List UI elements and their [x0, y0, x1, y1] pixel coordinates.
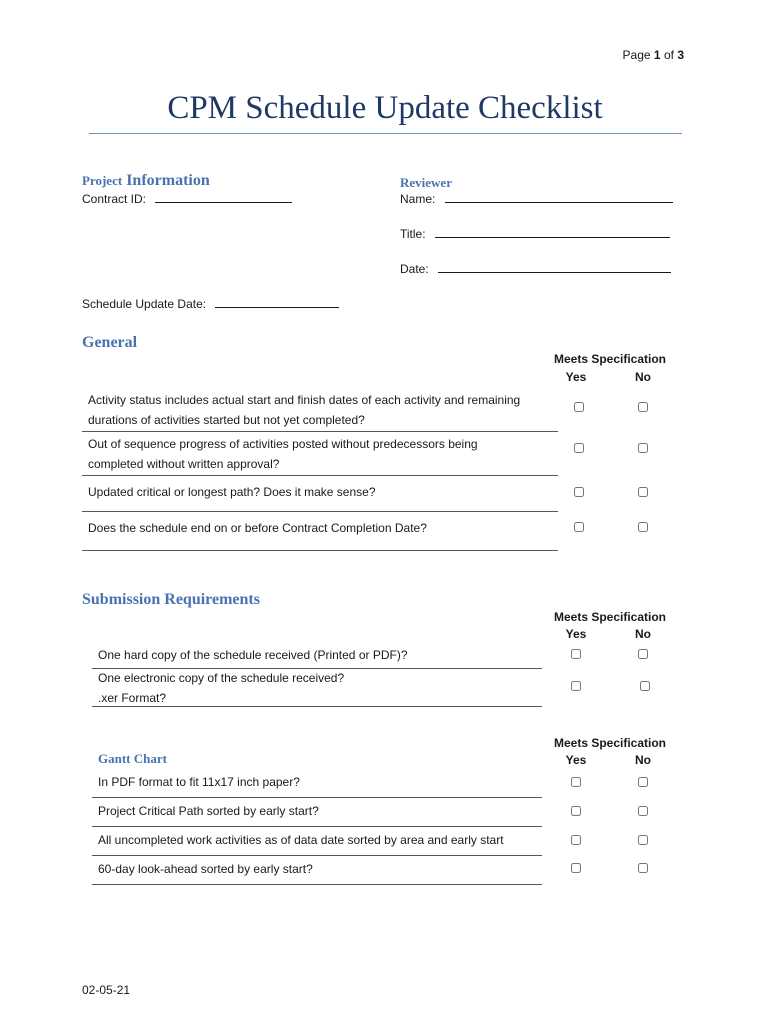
- submission-meets-spec-header: Meets Specification: [553, 610, 667, 624]
- general-item-3: Updated critical or longest path? Does it make sense?: [88, 485, 376, 499]
- document-title: CPM Schedule Update Checklist: [167, 90, 603, 126]
- contract-id-label: Contract ID:: [82, 192, 147, 206]
- gantt-row-divider: [92, 884, 542, 885]
- schedule-update-date-label: Schedule Update Date:: [82, 297, 207, 311]
- reviewer-heading: Reviewer: [400, 175, 452, 190]
- gantt-item-4-yes-checkbox[interactable]: [571, 863, 581, 873]
- general-item-3-no-checkbox[interactable]: [638, 487, 648, 497]
- reviewer-name-field: [400, 192, 673, 206]
- submission-item-1-yes-checkbox[interactable]: [571, 649, 581, 659]
- general-heading: General: [82, 334, 138, 351]
- general-row-divider: [82, 431, 558, 432]
- general-item-2-line1: Out of sequence progress of activities posted without predecessors being: [88, 437, 478, 451]
- page-number: [623, 48, 684, 62]
- gantt-item-3: All uncompleted work activities as of data date sorted by area and early start: [98, 833, 504, 847]
- gantt-item-1-no-checkbox[interactable]: [638, 777, 648, 787]
- reviewer-name-input[interactable]: [445, 192, 673, 203]
- page-of-label: of: [663, 48, 674, 62]
- general-row-divider: [82, 475, 558, 476]
- reviewer-date-field: [400, 262, 671, 276]
- reviewer-date-label: Date:: [400, 262, 429, 276]
- page-current: 1: [653, 48, 661, 62]
- general-item-1-line1: Activity status includes actual start and finish dates of each activity and remaining: [88, 393, 521, 407]
- schedule-update-date-input[interactable]: [215, 297, 339, 308]
- project-information-heading: [82, 172, 210, 190]
- page-total: 3: [677, 48, 684, 62]
- general-item-1-yes-checkbox[interactable]: [574, 402, 584, 412]
- submission-row-divider: [92, 706, 542, 707]
- gantt-yes-header: Yes: [565, 753, 587, 767]
- gantt-item-1: In PDF format to fit 11x17 inch paper?: [98, 775, 300, 789]
- reviewer-name-label: Name:: [400, 192, 436, 206]
- reviewer-title-input[interactable]: [435, 227, 670, 238]
- reviewer-date-input[interactable]: [438, 262, 671, 273]
- general-item-3-yes-checkbox[interactable]: [574, 487, 584, 497]
- project-heading-small: Project: [82, 173, 123, 188]
- submission-item-2-line2: .xer Format?: [98, 691, 167, 705]
- submission-item-2-line1: One electronic copy of the schedule received?: [98, 671, 345, 685]
- general-item-1-no-checkbox[interactable]: [638, 402, 648, 412]
- reviewer-title-label: Title:: [400, 227, 426, 241]
- general-item-4: Does the schedule end on or before Contract Completion Date?: [88, 521, 427, 535]
- gantt-item-3-yes-checkbox[interactable]: [571, 835, 581, 845]
- gantt-item-2: Project Critical Path sorted by early start?: [98, 804, 319, 818]
- general-no-header: No: [635, 370, 651, 384]
- gantt-item-4: 60-day look-ahead sorted by early start?: [98, 862, 313, 876]
- schedule-update-date-field: [82, 297, 339, 311]
- gantt-item-4-no-checkbox[interactable]: [638, 863, 648, 873]
- gantt-item-1-yes-checkbox[interactable]: [571, 777, 581, 787]
- submission-yes-header: Yes: [565, 627, 587, 641]
- gantt-row-divider: [92, 855, 542, 856]
- gantt-row-divider: [92, 797, 542, 798]
- title-divider: [89, 133, 682, 134]
- page-label: Page: [622, 48, 651, 62]
- submission-item-2-yes-checkbox[interactable]: [571, 681, 581, 691]
- project-heading-large: Information: [126, 172, 210, 189]
- gantt-meets-spec-header: Meets Specification: [553, 736, 667, 750]
- gantt-chart-heading: Gantt Chart: [98, 751, 167, 766]
- general-row-divider: [82, 511, 558, 512]
- general-item-2-no-checkbox[interactable]: [638, 443, 648, 453]
- gantt-row-divider: [92, 826, 542, 827]
- reviewer-title-field: [400, 227, 670, 241]
- gantt-item-3-no-checkbox[interactable]: [638, 835, 648, 845]
- general-item-2-yes-checkbox[interactable]: [574, 443, 584, 453]
- footer-date: 02-05-21: [82, 983, 131, 997]
- general-item-2-line2: completed without written approval?: [88, 457, 280, 471]
- general-meets-spec-header: Meets Specification: [553, 352, 667, 366]
- submission-item-1-no-checkbox[interactable]: [638, 649, 648, 659]
- general-item-2: [88, 434, 558, 474]
- general-yes-header: Yes: [565, 370, 587, 384]
- contract-id-input[interactable]: [155, 192, 292, 203]
- submission-item-2-no-checkbox[interactable]: [640, 681, 650, 691]
- submission-requirements-heading: Submission Requirements: [82, 591, 260, 608]
- submission-item-2: [98, 668, 538, 708]
- gantt-no-header: No: [635, 753, 651, 767]
- general-item-1: [88, 390, 558, 430]
- general-item-1-line2: durations of activities started but not yet completed?: [88, 413, 365, 427]
- general-item-4-yes-checkbox[interactable]: [574, 522, 584, 532]
- submission-no-header: No: [635, 627, 651, 641]
- general-item-4-no-checkbox[interactable]: [638, 522, 648, 532]
- contract-id-field: [82, 192, 292, 206]
- gantt-item-2-no-checkbox[interactable]: [638, 806, 648, 816]
- general-row-divider: [82, 550, 558, 551]
- gantt-item-2-yes-checkbox[interactable]: [571, 806, 581, 816]
- submission-item-1: One hard copy of the schedule received (Printed or PDF)?: [98, 648, 408, 662]
